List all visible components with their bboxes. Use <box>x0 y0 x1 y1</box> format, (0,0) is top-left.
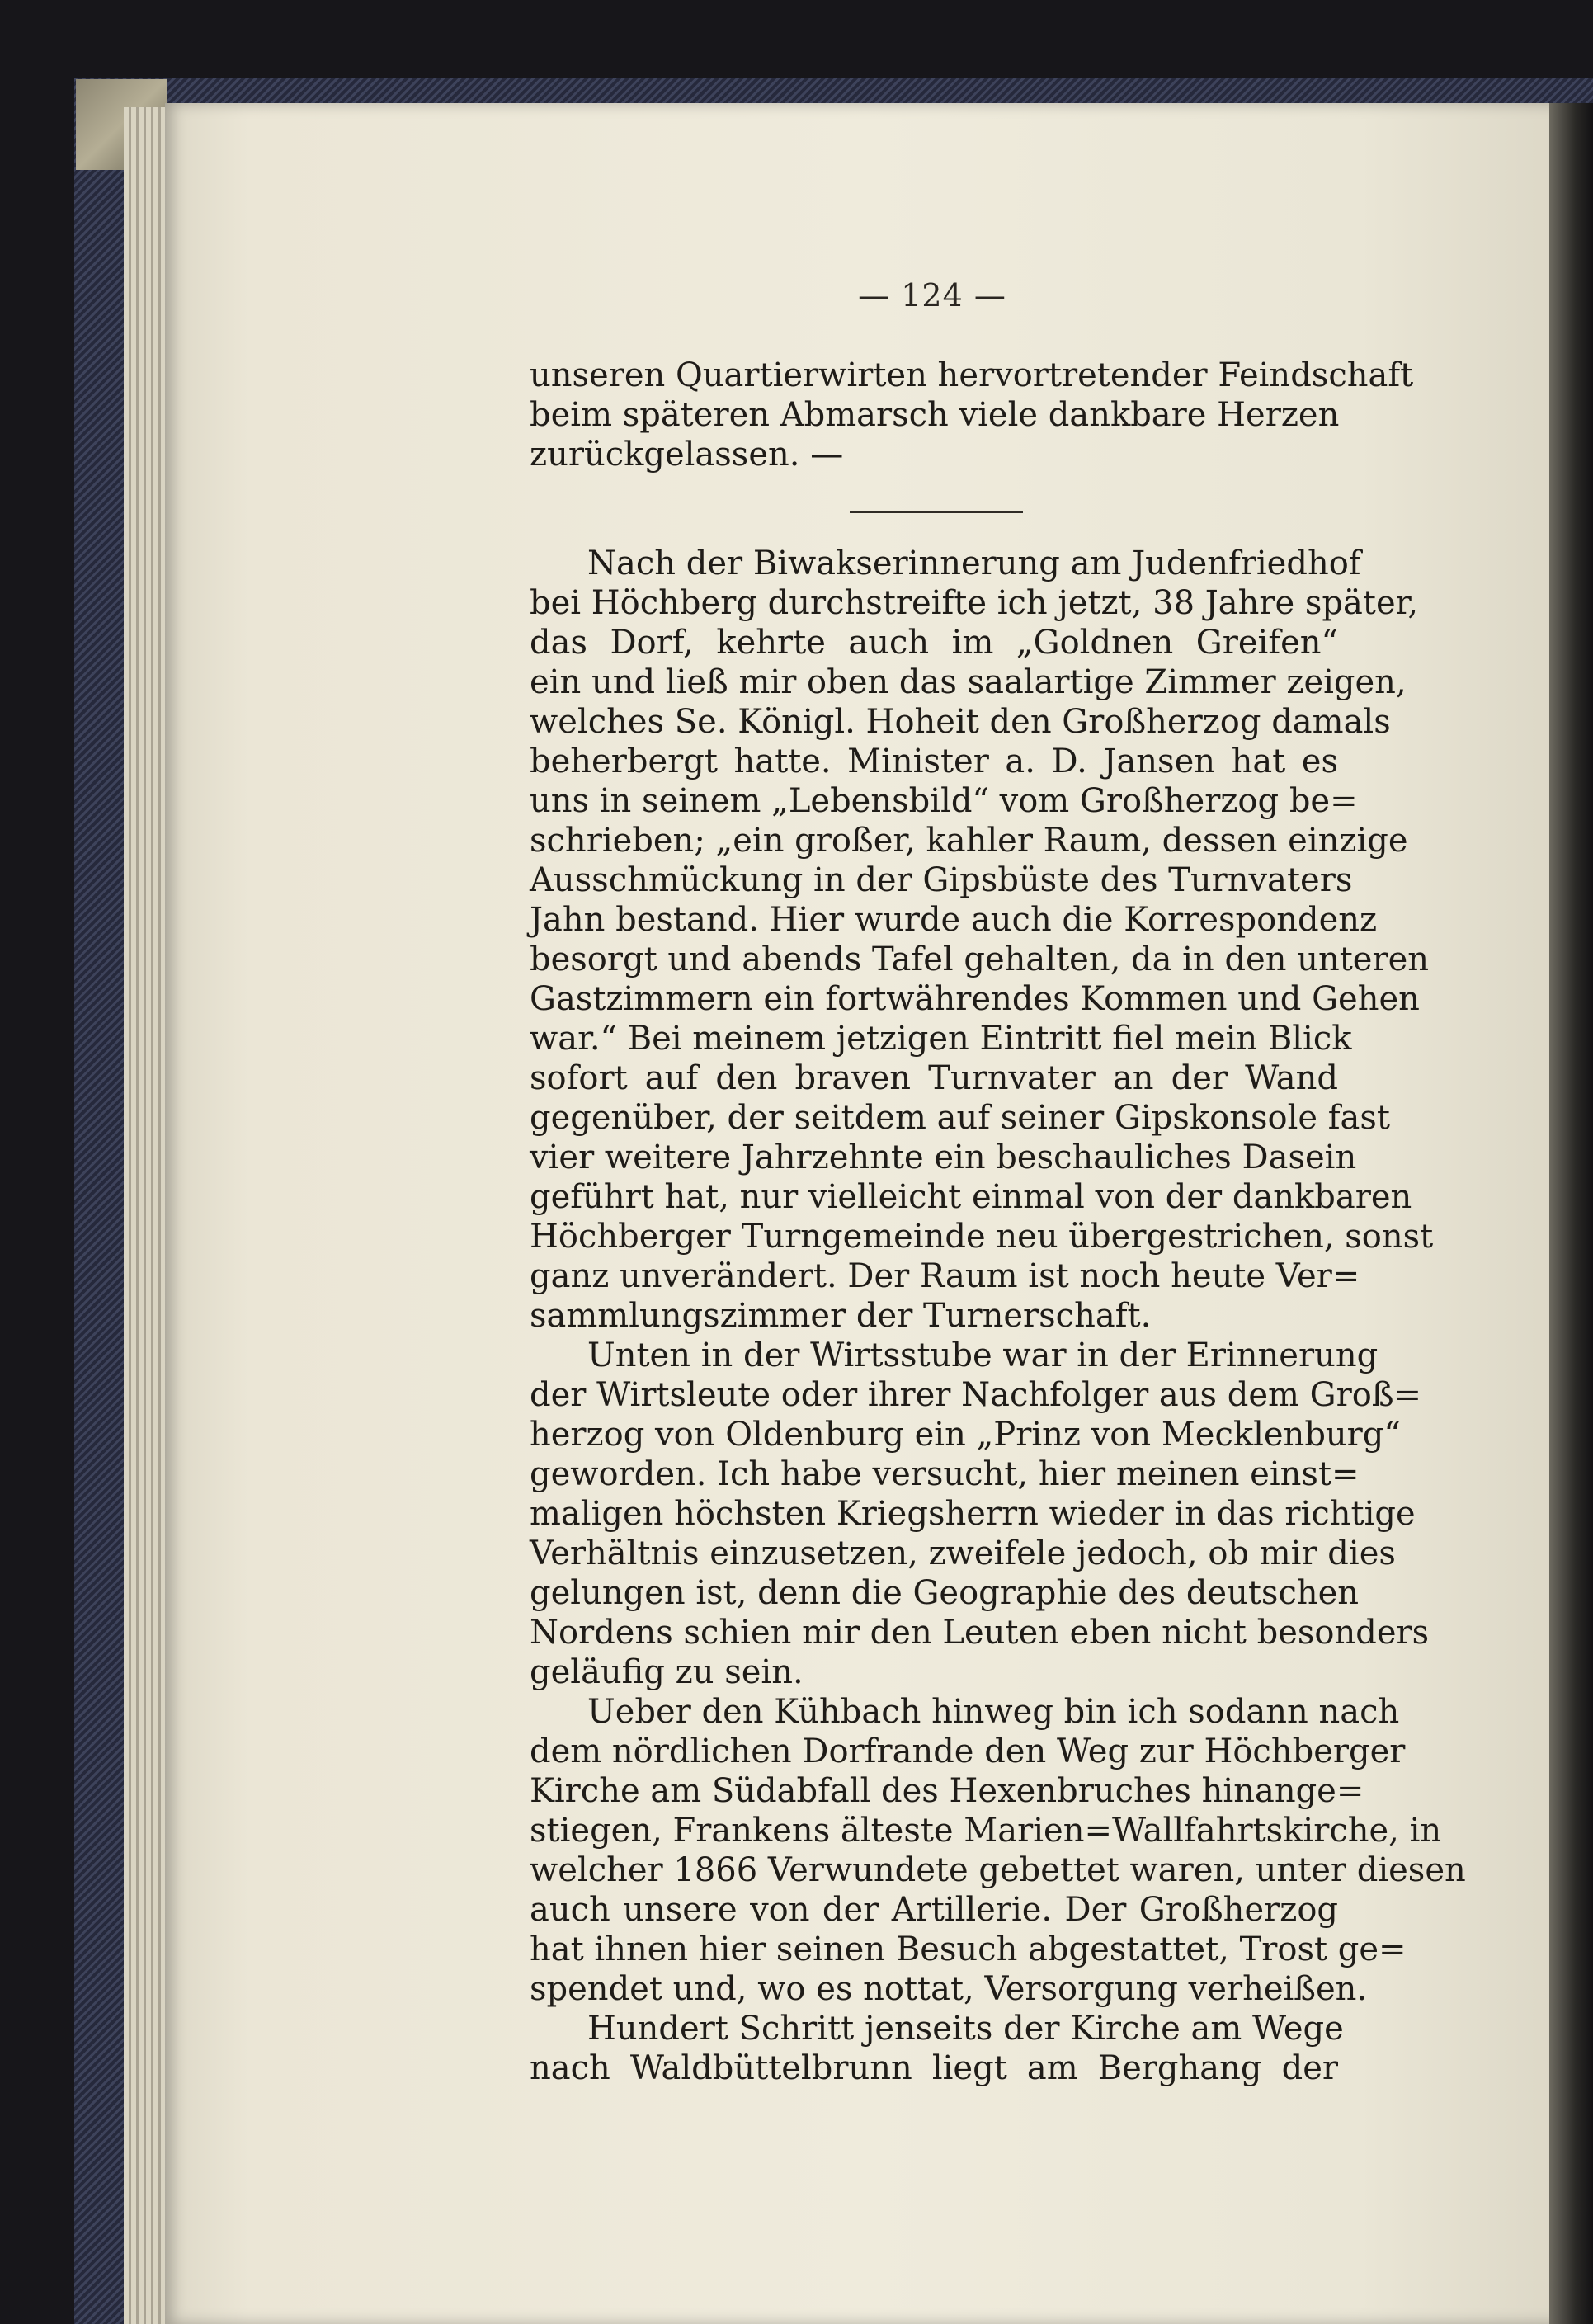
page-gutter <box>1549 103 1593 2324</box>
text-line: das Dorf, kehrte auch im „Goldnen Greifen“ <box>530 624 1338 662</box>
section-divider <box>850 511 1023 513</box>
text-line: stiegen, Frankens älteste Marien=Wallfahrtskirche, in <box>530 1812 1442 1850</box>
text-line: nach Waldbüttelbrunn liegt am Berghang der <box>530 2049 1338 2087</box>
text-line: Nach der Biwakserinnerung am Judenfriedhof <box>587 544 1361 582</box>
text-line: spendet und, wo es nottat, Versorgung verheißen. <box>530 1970 1368 2008</box>
text-line: Unten in der Wirtsstube war in der Erinnerung <box>587 1336 1379 1374</box>
text-line: welches Se. Königl. Hoheit den Großherzog damals <box>530 703 1391 741</box>
text-line: beim späteren Abmarsch viele dankbare Herzen <box>530 396 1340 434</box>
text-line: sammlungszimmer der Turnerschaft. <box>530 1297 1152 1335</box>
text-line: Kirche am Südabfall des Hexenbruches hinange= <box>530 1772 1364 1810</box>
text-line: dem nördlichen Dorfrande den Weg zur Höchberger <box>530 1732 1406 1770</box>
text-line: ein und ließ mir oben das saalartige Zimmer zeigen, <box>530 663 1407 701</box>
text-line: Jahn bestand. Hier wurde auch die Korrespondenz <box>530 901 1378 939</box>
text-line: der Wirtsleute oder ihrer Nachfolger aus dem Groß= <box>530 1376 1422 1414</box>
page-number: — 124 — <box>858 277 1006 313</box>
text-line: schrieben; „ein großer, kahler Raum, dessen einzige <box>530 822 1408 860</box>
text-line: Nordens schien mir den Leuten eben nicht besonders <box>530 1614 1430 1652</box>
text-line: geworden. Ich habe versucht, hier meinen einst= <box>530 1455 1360 1493</box>
text-line: gelungen ist, denn die Geographie des deutschen <box>530 1574 1360 1612</box>
text-line: uns in seinem „Lebensbild“ vom Großherzog be= <box>530 782 1358 820</box>
text-line: Höchberger Turngemeinde neu übergestrichen, sonst <box>530 1218 1434 1256</box>
text-line: geläufig zu sein. <box>530 1653 804 1691</box>
text-line: gegenüber, der seitdem auf seiner Gipskonsole fast <box>530 1099 1391 1137</box>
text-line: zurückgelassen. — <box>530 436 844 474</box>
text-line: maligen höchsten Kriegsherrn wieder in das richtige <box>530 1495 1416 1533</box>
text-line: welcher 1866 Verwundete gebettet waren, unter diesen <box>530 1851 1466 1889</box>
text-line: geführt hat, nur vielleicht einmal von der dankbaren <box>530 1178 1412 1216</box>
text-line: Ueber den Kühbach hinweg bin ich sodann nach <box>587 1693 1400 1731</box>
text-line: herzog von Oldenburg ein „Prinz von Mecklenburg“ <box>530 1416 1401 1454</box>
text-line: bei Höchberg durchstreifte ich jetzt, 38 Jahre später, <box>530 584 1419 622</box>
text-line: Gastzimmern ein fortwährendes Kommen und Gehen <box>530 980 1420 1018</box>
text-line: besorgt und abends Tafel gehalten, da in den unteren <box>530 940 1430 978</box>
text-line: beherbergt hatte. Minister a. D. Jansen hat es <box>530 742 1338 780</box>
text-line: sofort auf den braven Turnvater an der Wand <box>530 1059 1338 1097</box>
text-line: unseren Quartierwirten hervortretender Feindschaft <box>530 356 1414 394</box>
text-line: vier weitere Jahrzehnte ein beschauliches Dasein <box>530 1138 1357 1176</box>
text-line: auch unsere von der Artillerie. Der Großherzog <box>530 1891 1338 1929</box>
text-line: ganz unverändert. Der Raum ist noch heute Ver= <box>530 1257 1360 1295</box>
text-line: hat ihnen hier seinen Besuch abgestattet, Trost ge= <box>530 1930 1407 1968</box>
text-line: Hundert Schritt jenseits der Kirche am Wege <box>587 2010 1344 2048</box>
text-line: Ausschmückung in der Gipsbüste des Turnvaters <box>530 861 1353 899</box>
text-line: Verhältnis einzusetzen, zweifele jedoch, ob mir dies <box>530 1534 1396 1572</box>
text-line: war.“ Bei meinem jetzigen Eintritt fiel mein Blick <box>530 1020 1352 1058</box>
